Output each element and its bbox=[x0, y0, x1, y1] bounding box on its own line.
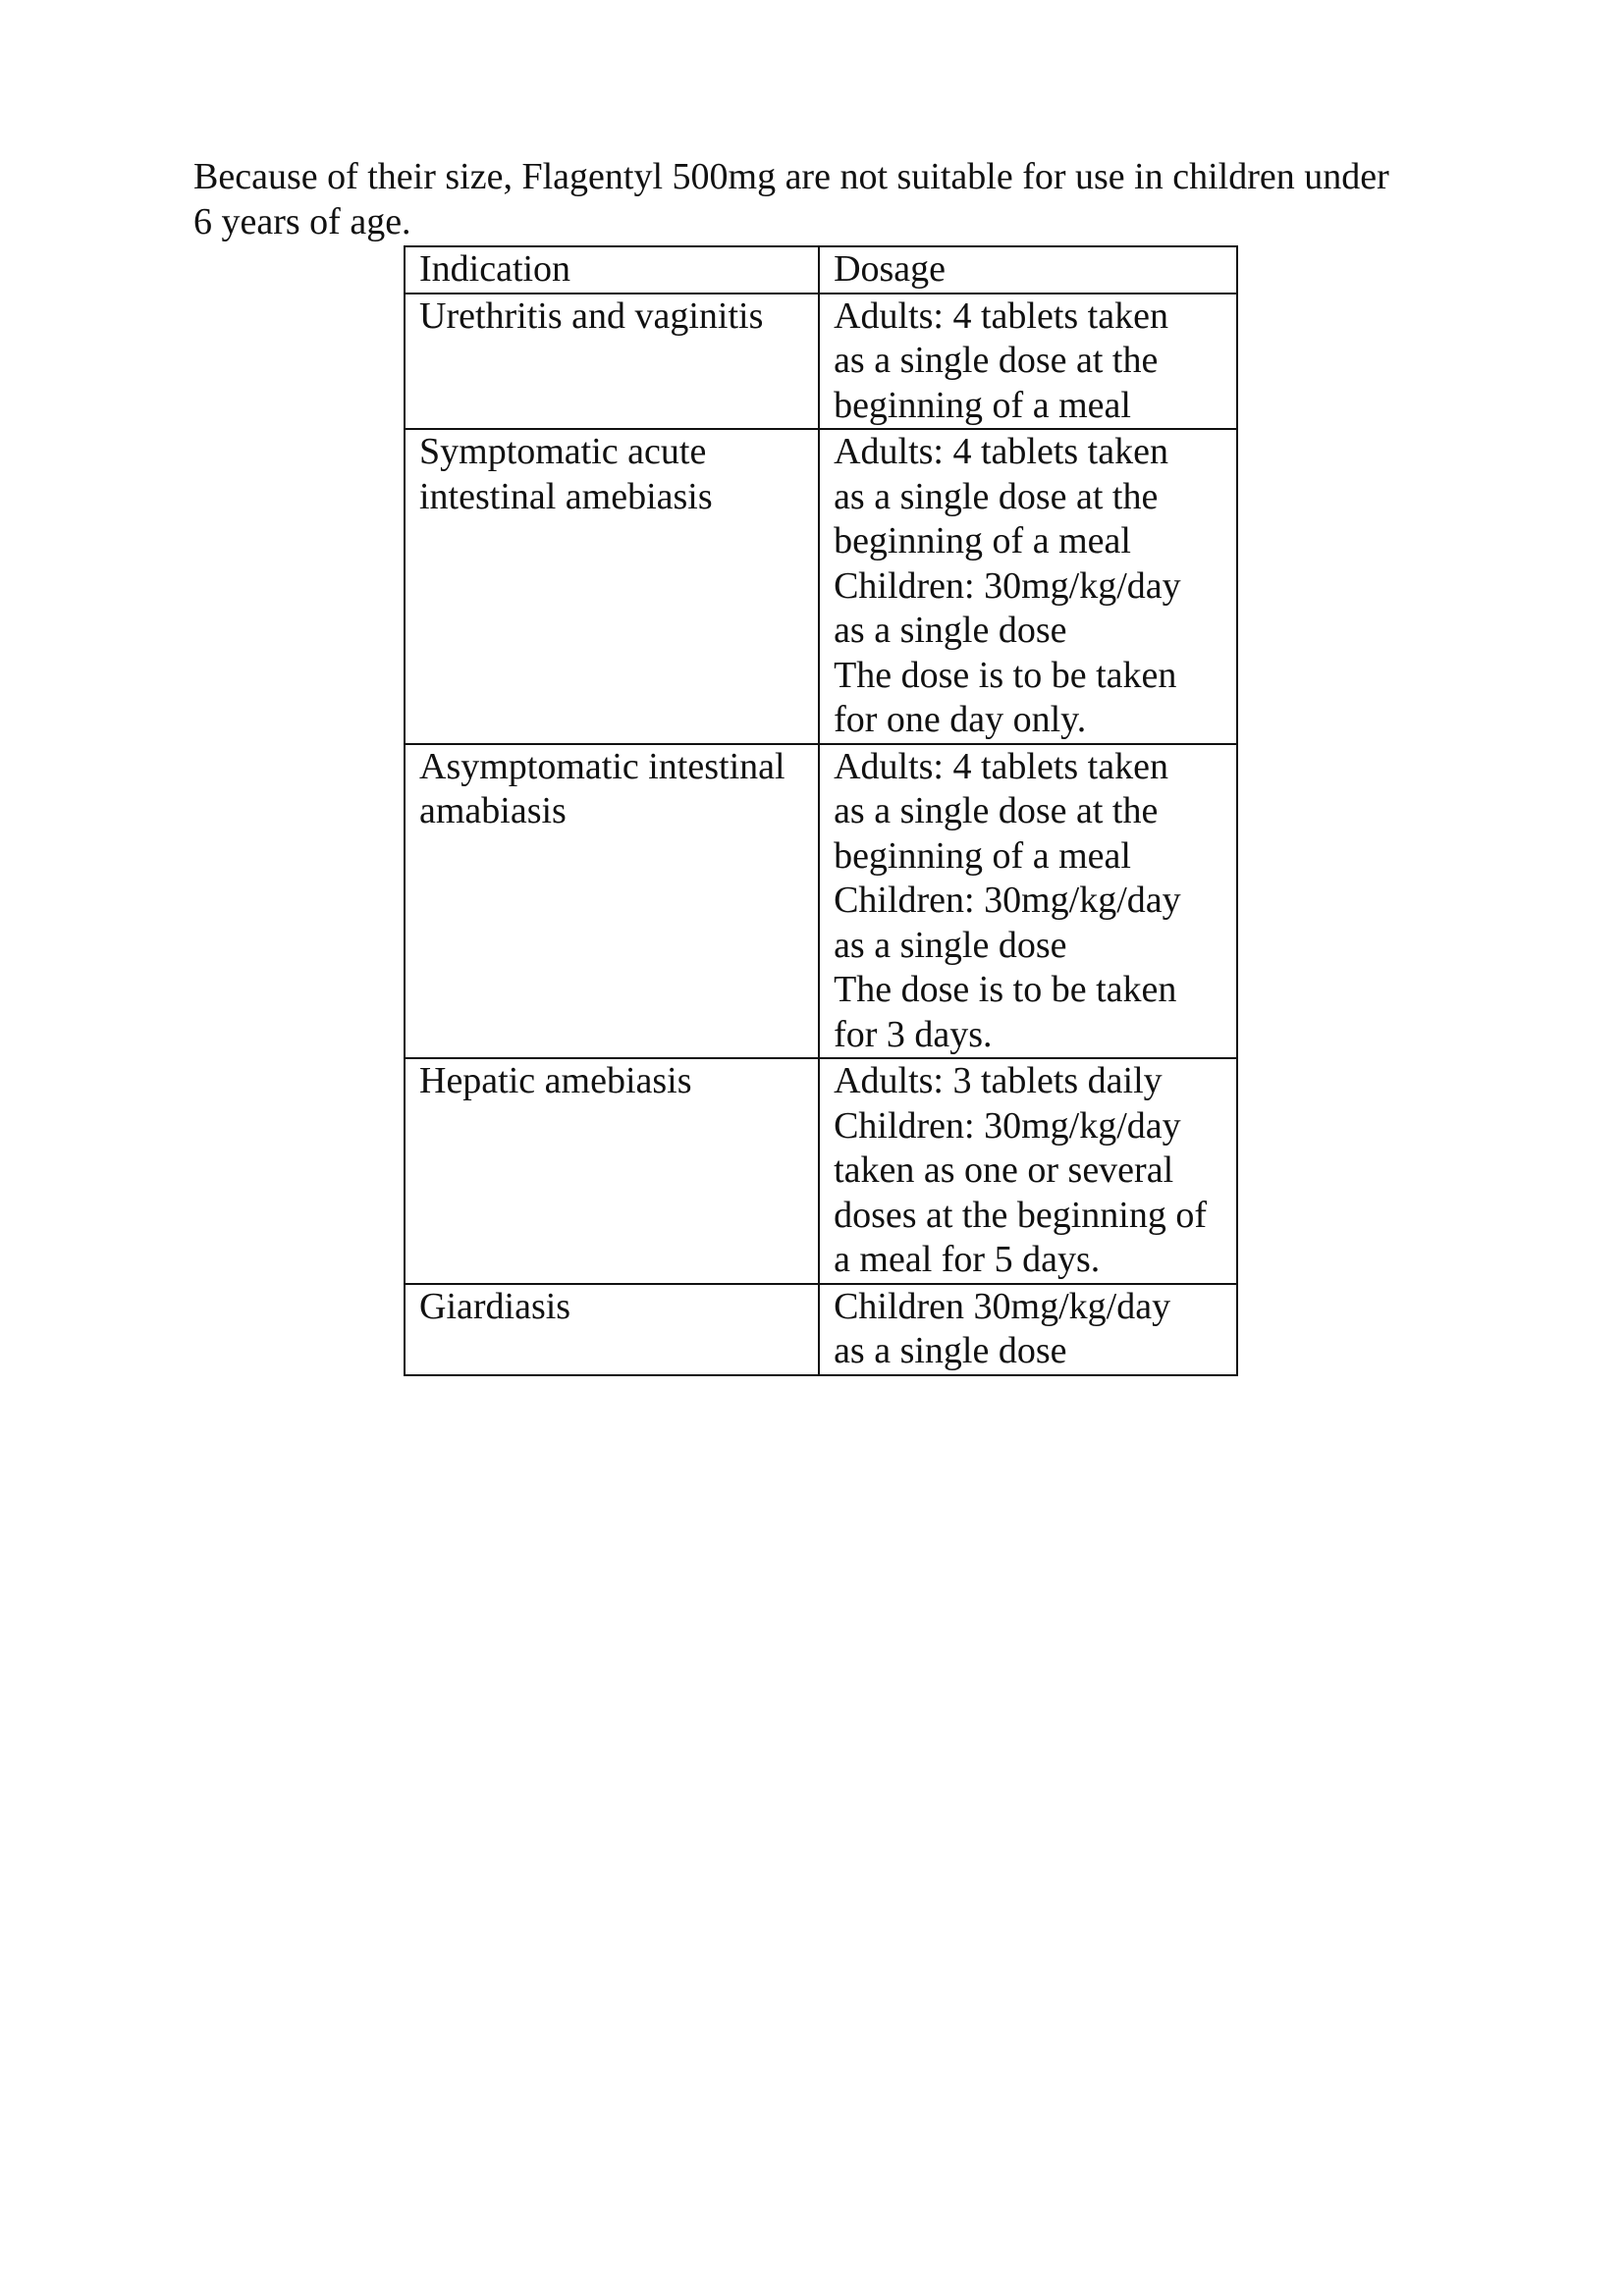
table-row bbox=[405, 1058, 1237, 1284]
dosage-cell: Adults: 4 tablets taken as a single dose at the beginning of a meal Children: 30mg/kg/day as a single dose The dose is to be taken for one day only. bbox=[819, 429, 1237, 744]
dosage-table bbox=[404, 245, 1238, 1376]
indication-cell: Symptomatic acute intestinal amebiasis bbox=[405, 429, 819, 744]
table-row bbox=[405, 744, 1237, 1059]
indication-cell: Asymptomatic intestinal amabiasis bbox=[405, 744, 819, 1059]
table-row bbox=[405, 429, 1237, 744]
indication-cell: Hepatic amebiasis bbox=[405, 1058, 819, 1284]
dosage-cell: Adults: 4 tablets taken as a single dose at the beginning of a meal bbox=[819, 294, 1237, 430]
header-indication: Indication bbox=[405, 246, 819, 294]
dosage-cell: Adults: 3 tablets daily Children: 30mg/kg/day taken as one or several doses at the beginning of a meal for 5 days. bbox=[819, 1058, 1237, 1284]
table-header-row bbox=[405, 246, 1237, 294]
header-dosage: Dosage bbox=[819, 246, 1237, 294]
table-row bbox=[405, 1284, 1237, 1375]
intro-paragraph: Because of their size, Flagentyl 500mg are not suitable for use in children under 6 years of age. bbox=[193, 156, 1389, 242]
dosage-cell: Adults: 4 tablets taken as a single dose at the beginning of a meal Children: 30mg/kg/day as a single dose The dose is to be taken for 3 days. bbox=[819, 744, 1237, 1059]
indication-cell: Giardiasis bbox=[405, 1284, 819, 1375]
dosage-cell: Children 30mg/kg/day as a single dose bbox=[819, 1284, 1237, 1375]
table-row bbox=[405, 294, 1237, 430]
indication-cell: Urethritis and vaginitis bbox=[405, 294, 819, 430]
